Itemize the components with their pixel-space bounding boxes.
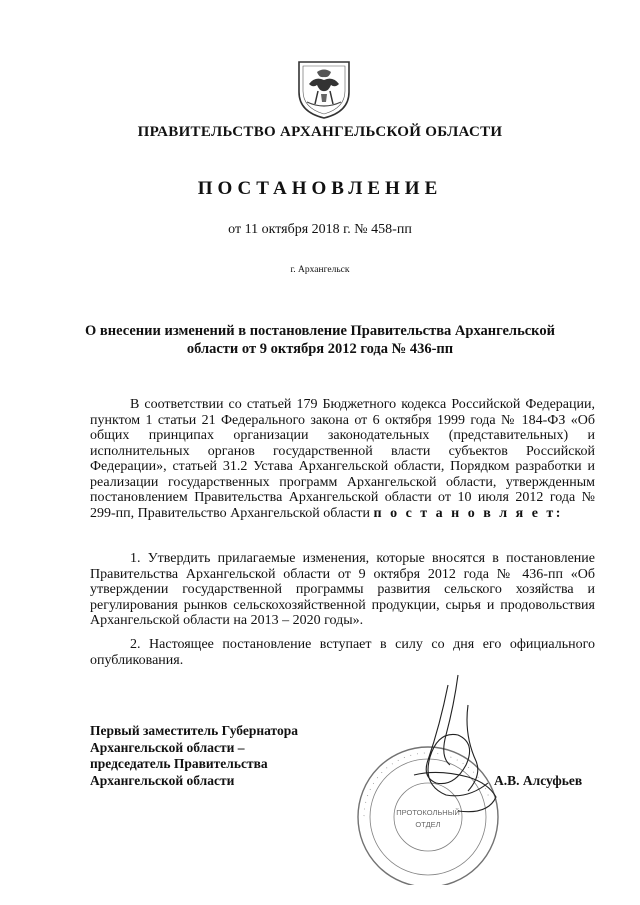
preamble-paragraph [90, 397, 595, 521]
coat-of-arms-icon [295, 58, 353, 120]
organization-name: ПРАВИТЕЛЬСТВО АРХАНГЕЛЬСКОЙ ОБЛАСТИ [137, 124, 503, 140]
signer-name: А.В. Алсуфьев [494, 773, 583, 788]
document-title: О внесении изменений в постановление Правительства Архангельской области от 9 октября 2012 года № 436-пп [85, 323, 555, 357]
signer-position-line: председатель Правительства [90, 756, 268, 771]
signer-position [90, 723, 350, 789]
seal-text-2: ОТДЕЛ [415, 820, 441, 829]
item-2-paragraph: 2. Настоящее постановление вступает в силу со дня его официального опубликования. [90, 637, 595, 668]
preamble-text: В соответствии со статьей 179 Бюджетного кодекса Российской Федерации, пунктом 1 статьи 21 Федерального закона от 6 октября 1999 года № 184-ФЗ «Об общих принципах организации законодательных (представительных) и исполнительных органов государственной власти субъектов Российской Федерации», статьей 31.2 Устава Архангельской области, Порядком разработки и реализации государственных программ Архангельской области, утвержденным постановлением Правительства Архангельской области от 10 июля 2012 года № 299-пп, Правительство Архангельской области [90, 397, 595, 521]
signer-position-line: Архангельской области [90, 772, 235, 788]
decree-word: п о с т а н о в л я е т: [373, 505, 563, 521]
signer-position-line: Архангельской области – [90, 739, 245, 755]
document-type-heading: ПОСТАНОВЛЕНИЕ [197, 178, 443, 199]
signer-position-line: Первый заместитель Губернатора [90, 723, 298, 738]
seal-text-1: ПРОТОКОЛЬНЫЙ [396, 808, 460, 817]
item-1-paragraph: 1. Утвердить прилагаемые изменения, которые вносятся в постановление Правительства Архангельской области от 9 октября 2012 года № 436-пп «Об утверждении государственной программы развития сельского хозяйства и регулирования рынков сельскохозяйственной продукции, сырья и продовольствия Архангельской области на 2013 – 2020 годы». [90, 551, 595, 628]
document-date-number: от 11 октября 2018 г. № 458-пп [228, 222, 412, 237]
svg-text:· · · · · · · · · · · · · · ·: · · · · · · · · · · · · · · · · · · · · · · · · · · · [358, 747, 494, 818]
document-city: г. Архангельск [290, 265, 350, 275]
